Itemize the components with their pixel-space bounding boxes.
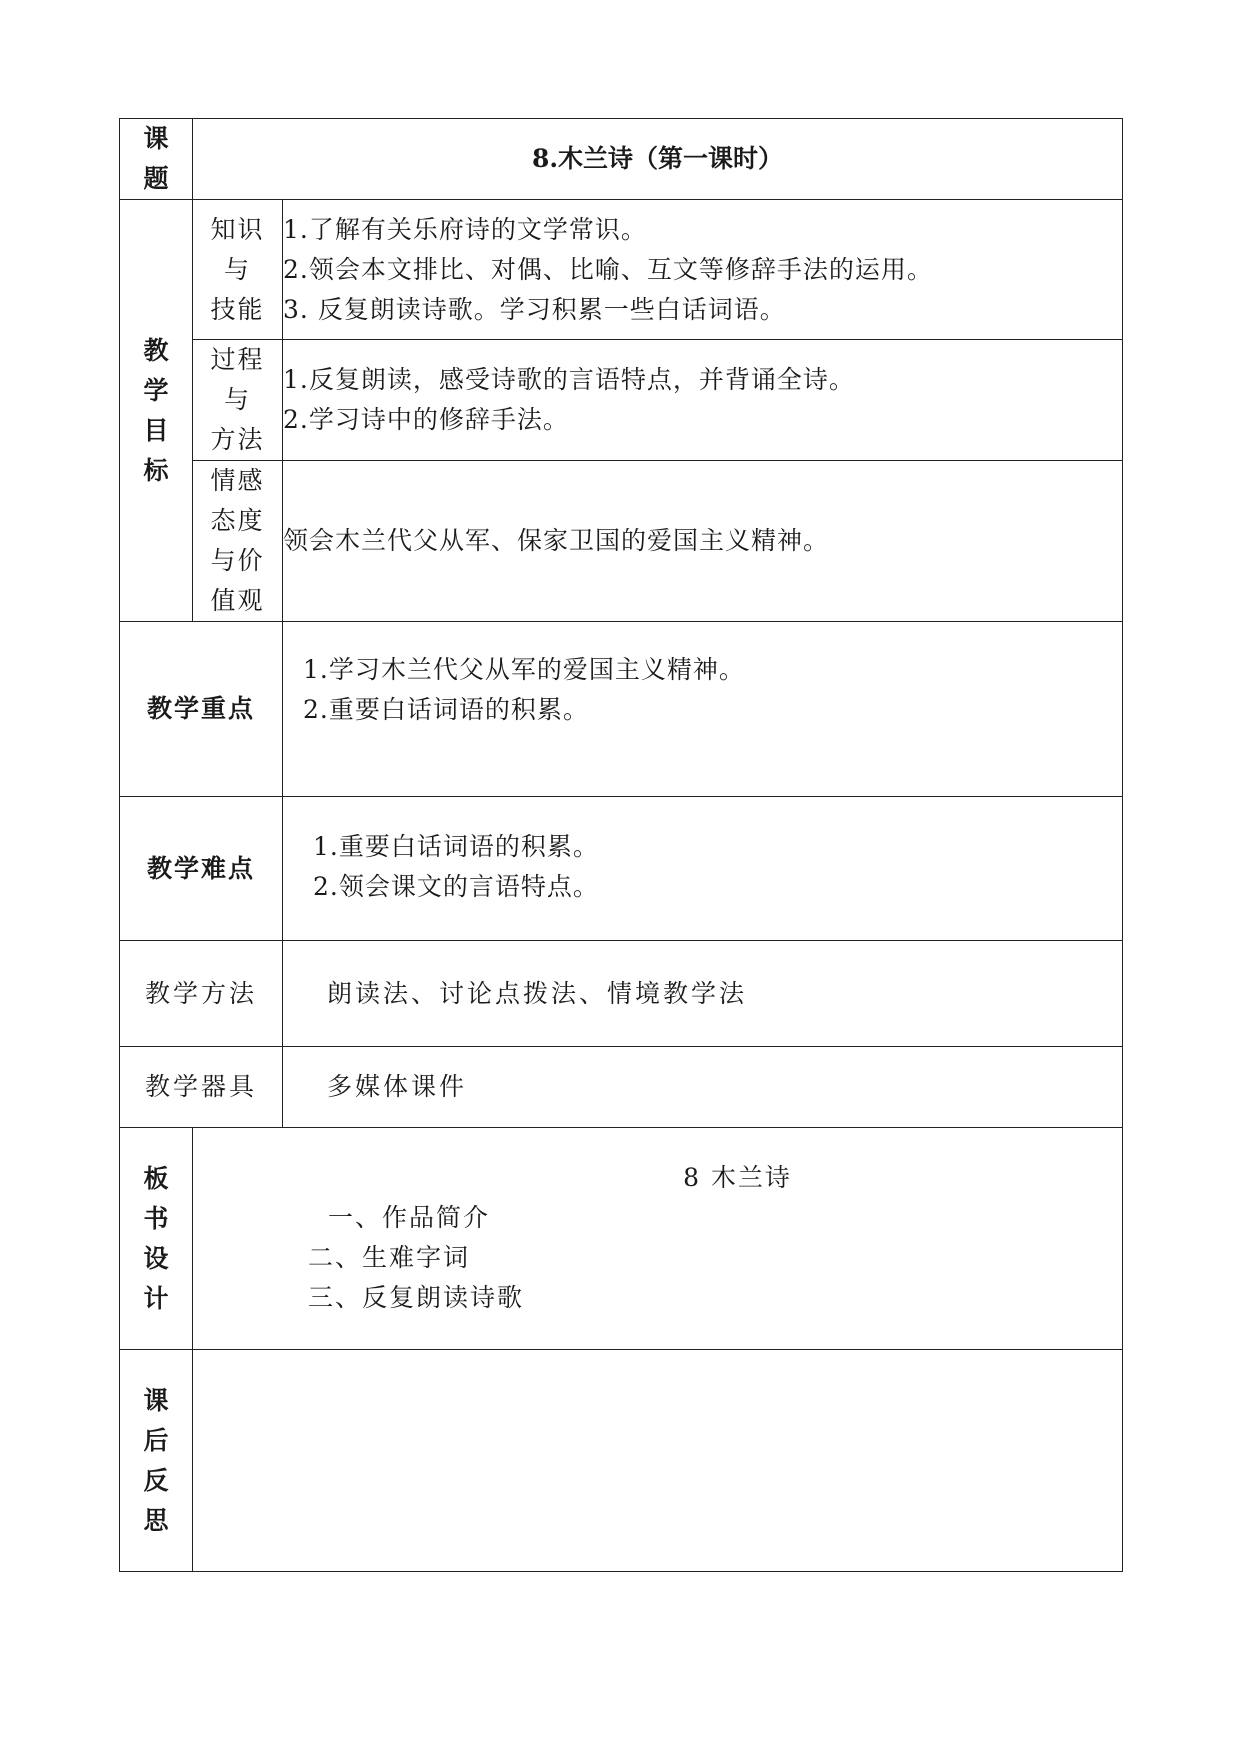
board-design-row xyxy=(120,1128,1123,1350)
reflection-content xyxy=(193,1350,1123,1572)
key-points-row xyxy=(120,622,1123,797)
board-line: 一、作品简介 xyxy=(328,1203,491,1232)
objective-line: 2.学习诗中的修辞手法。 xyxy=(283,405,569,434)
lesson-title: 8.木兰诗（第一课时） xyxy=(193,119,1123,200)
board-design-content xyxy=(193,1128,1123,1350)
topic-row xyxy=(120,119,1123,200)
methods-label: 教学方法 xyxy=(120,941,283,1047)
objectives-label: 教 学 目 标 xyxy=(120,200,193,622)
difficulty-line: 1.重要白话词语的积累。 xyxy=(313,832,599,861)
objective-row-process xyxy=(120,340,1123,461)
board-title: 8 木兰诗 xyxy=(683,1163,792,1192)
key-point-line: 2.重要白话词语的积累。 xyxy=(303,695,589,724)
methods-row xyxy=(120,941,1123,1047)
reflection-row xyxy=(120,1350,1123,1572)
lesson-plan-table xyxy=(119,118,1123,1572)
tools-row xyxy=(120,1047,1123,1128)
difficulties-label: 教学难点 xyxy=(120,797,283,941)
topic-label: 课 题 xyxy=(120,119,193,200)
board-line: 二、生难字词 xyxy=(308,1243,471,1272)
objective-line: 领会木兰代父从军、保家卫国的爱国主义精神。 xyxy=(283,526,830,555)
objective-line: 2.领会本文排比、对偶、比喻、互文等修辞手法的运用。 xyxy=(283,254,933,284)
objective-line: 3. 反复朗读诗歌。学习积累一些白话词语。 xyxy=(283,294,786,324)
objective-content-emotion xyxy=(283,461,1123,622)
tools-value: 多媒体课件 xyxy=(283,1047,1123,1128)
difficulty-line: 2.领会课文的言语特点。 xyxy=(313,872,599,901)
key-point-line: 1.学习木兰代父从军的爱国主义精神。 xyxy=(303,655,745,684)
methods-value: 朗读法、讨论点拨法、情境教学法 xyxy=(283,941,1123,1047)
objective-row-knowledge xyxy=(120,200,1123,340)
objective-line: 1.反复朗读，感受诗歌的言语特点，并背诵全诗。 xyxy=(283,365,855,394)
tools-label: 教学器具 xyxy=(120,1047,283,1128)
objective-sublabel-process: 过程 与 方法 xyxy=(193,340,283,461)
difficulties-content xyxy=(283,797,1123,941)
board-design-label: 板 书 设 计 xyxy=(120,1128,193,1350)
objective-sublabel-emotion: 情感 态度 与价 值观 xyxy=(193,461,283,622)
objective-content-knowledge xyxy=(283,200,1123,340)
board-line: 三、反复朗读诗歌 xyxy=(308,1283,525,1312)
key-points-content xyxy=(283,622,1123,797)
objective-line: 1.了解有关乐府诗的文学常识。 xyxy=(283,214,647,244)
objective-content-process xyxy=(283,340,1123,461)
key-points-label: 教学重点 xyxy=(120,622,283,797)
objective-sublabel-knowledge: 知识 与 技能 xyxy=(193,200,283,340)
objective-row-emotion xyxy=(120,461,1123,622)
reflection-label: 课 后 反 思 xyxy=(120,1350,193,1572)
difficulties-row xyxy=(120,797,1123,941)
